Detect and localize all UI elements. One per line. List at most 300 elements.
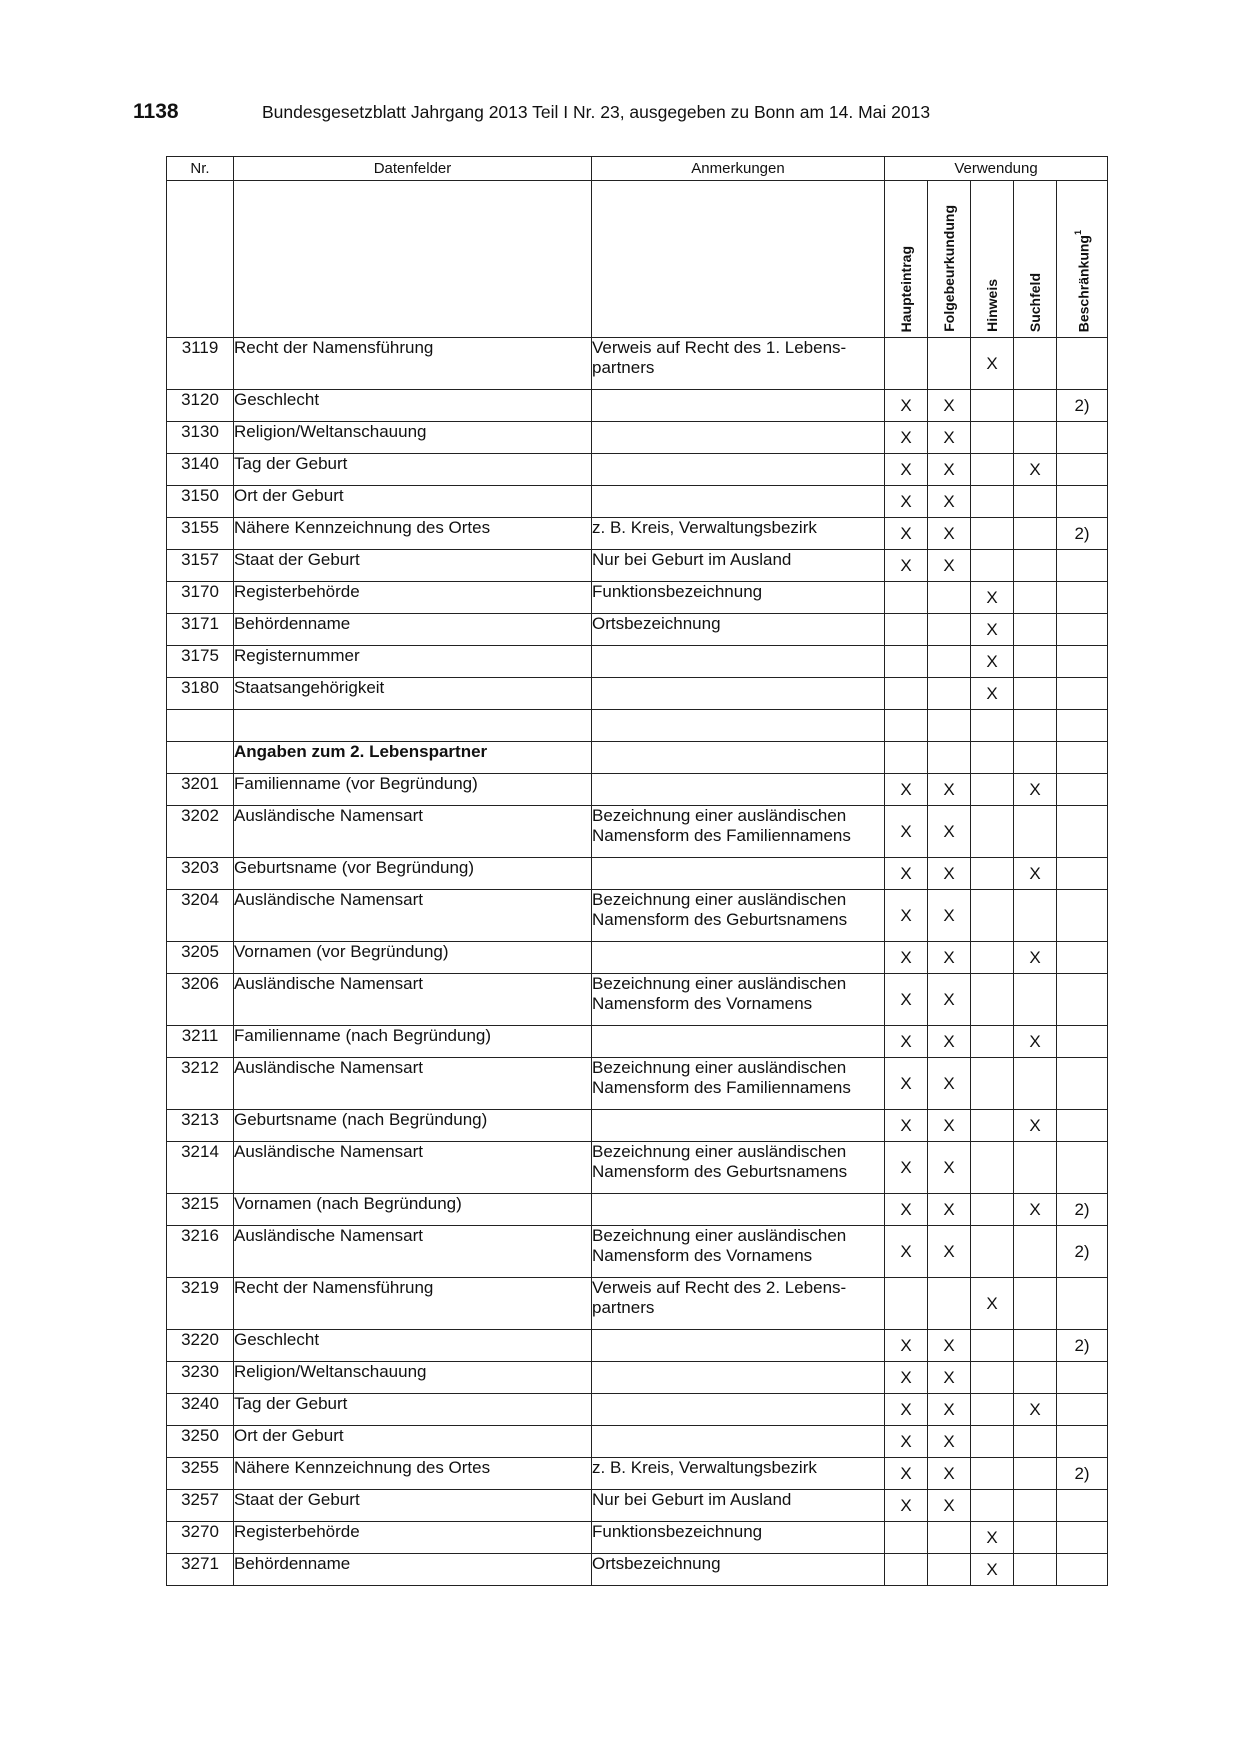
cell-folgebeurkundung — [928, 710, 971, 742]
header-row — [167, 157, 1108, 181]
cell-hinweis — [971, 1362, 1014, 1394]
cell-folgebeurkundung: X — [928, 1330, 971, 1362]
cell-anmerkung: Bezeichnung einer ausländischen Namensform des Vornamens — [592, 1226, 885, 1278]
table-row — [167, 646, 1108, 678]
subheader-haupteintrag-label: Haupteintrag — [898, 245, 914, 332]
cell-haupteintrag: X — [885, 1058, 928, 1110]
cell-beschraenkung — [1057, 1278, 1108, 1330]
cell-beschraenkung — [1057, 742, 1108, 774]
cell-suchfeld — [1014, 974, 1057, 1026]
cell-anmerkung: Ortsbezeichnung — [592, 614, 885, 646]
cell-hinweis: X — [971, 614, 1014, 646]
cell-hinweis — [971, 858, 1014, 890]
cell-anmerkung — [592, 1110, 885, 1142]
table-row — [167, 1426, 1108, 1458]
cell-anmerkung — [592, 858, 885, 890]
cell-haupteintrag: X — [885, 454, 928, 486]
cell-suchfeld: X — [1014, 1110, 1057, 1142]
cell-anmerkung: Funktionsbezeichnung — [592, 582, 885, 614]
cell-haupteintrag: X — [885, 486, 928, 518]
cell-folgebeurkundung: X — [928, 422, 971, 454]
cell-folgebeurkundung — [928, 742, 971, 774]
table-row — [167, 1026, 1108, 1058]
cell-anmerkung: Bezeichnung einer ausländischen Namensform des Geburtsnamens — [592, 1142, 885, 1194]
cell-nr: 3157 — [167, 550, 234, 582]
cell-nr: 3204 — [167, 890, 234, 942]
cell-folgebeurkundung: X — [928, 1362, 971, 1394]
cell-anmerkung — [592, 1426, 885, 1458]
cell-haupteintrag — [885, 646, 928, 678]
table-row — [167, 582, 1108, 614]
cell-nr: 3220 — [167, 1330, 234, 1362]
cell-haupteintrag: X — [885, 1194, 928, 1226]
cell-beschraenkung — [1057, 1490, 1108, 1522]
cell-haupteintrag: X — [885, 518, 928, 550]
cell-anmerkung — [592, 1362, 885, 1394]
cell-haupteintrag: X — [885, 1426, 928, 1458]
cell-datenfeld: Nähere Kennzeichnung des Ortes — [234, 518, 592, 550]
cell-beschraenkung — [1057, 942, 1108, 974]
cell-datenfeld: Staatsangehörigkeit — [234, 678, 592, 710]
cell-beschraenkung — [1057, 1110, 1108, 1142]
cell-suchfeld — [1014, 1362, 1057, 1394]
cell-nr: 3214 — [167, 1142, 234, 1194]
cell-datenfeld: Geburtsname (vor Begründung) — [234, 858, 592, 890]
cell-suchfeld — [1014, 678, 1057, 710]
cell-beschraenkung — [1057, 1142, 1108, 1194]
cell-nr: 3119 — [167, 338, 234, 390]
cell-nr: 3202 — [167, 806, 234, 858]
table-row — [167, 614, 1108, 646]
cell-nr: 3250 — [167, 1426, 234, 1458]
cell-haupteintrag: X — [885, 1490, 928, 1522]
cell-anmerkung — [592, 390, 885, 422]
cell-anmerkung — [592, 422, 885, 454]
cell-datenfeld: Ausländische Namensart — [234, 1058, 592, 1110]
table-row — [167, 742, 1108, 774]
cell-suchfeld — [1014, 422, 1057, 454]
cell-beschraenkung — [1057, 678, 1108, 710]
cell-datenfeld: Angaben zum 2. Lebenspartner — [234, 742, 592, 774]
cell-hinweis: X — [971, 582, 1014, 614]
cell-hinweis — [971, 1426, 1014, 1458]
cell-hinweis — [971, 1458, 1014, 1490]
cell-anmerkung — [592, 454, 885, 486]
cell-nr: 3170 — [167, 582, 234, 614]
cell-datenfeld: Ort der Geburt — [234, 1426, 592, 1458]
cell-folgebeurkundung: X — [928, 774, 971, 806]
cell-nr: 3212 — [167, 1058, 234, 1110]
cell-anmerkung — [592, 678, 885, 710]
cell-haupteintrag: X — [885, 422, 928, 454]
cell-datenfeld: Ort der Geburt — [234, 486, 592, 518]
cell-datenfeld: Geschlecht — [234, 1330, 592, 1362]
cell-datenfeld: Ausländische Namensart — [234, 890, 592, 942]
cell-folgebeurkundung: X — [928, 1426, 971, 1458]
cell-datenfeld: Registernummer — [234, 646, 592, 678]
cell-suchfeld — [1014, 806, 1057, 858]
cell-beschraenkung — [1057, 338, 1108, 390]
cell-folgebeurkundung: X — [928, 1458, 971, 1490]
cell-hinweis — [971, 710, 1014, 742]
cell-anmerkung: z. B. Kreis, Verwaltungsbezirk — [592, 1458, 885, 1490]
cell-folgebeurkundung — [928, 1278, 971, 1330]
cell-anmerkung: Bezeichnung einer ausländischen Namensform des Familiennamens — [592, 806, 885, 858]
cell-haupteintrag: X — [885, 858, 928, 890]
cell-datenfeld: Ausländische Namensart — [234, 974, 592, 1026]
table-row — [167, 1522, 1108, 1554]
cell-hinweis — [971, 1058, 1014, 1110]
cell-beschraenkung: 2) — [1057, 390, 1108, 422]
cell-datenfeld — [234, 710, 592, 742]
running-head: Bundesgesetzblatt Jahrgang 2013 Teil I Nr. 23, ausgegeben zu Bonn am 14. Mai 2013 — [262, 102, 931, 122]
cell-datenfeld: Ausländische Namensart — [234, 1142, 592, 1194]
cell-datenfeld: Tag der Geburt — [234, 1394, 592, 1426]
cell-folgebeurkundung: X — [928, 486, 971, 518]
cell-hinweis — [971, 1490, 1014, 1522]
cell-haupteintrag: X — [885, 974, 928, 1026]
cell-suchfeld — [1014, 550, 1057, 582]
subheader-suchfeld — [1014, 181, 1057, 338]
cell-folgebeurkundung: X — [928, 1058, 971, 1110]
cell-datenfeld: Registerbehörde — [234, 582, 592, 614]
cell-hinweis: X — [971, 1278, 1014, 1330]
table-row — [167, 1330, 1108, 1362]
table-row — [167, 1110, 1108, 1142]
cell-suchfeld — [1014, 890, 1057, 942]
cell-haupteintrag — [885, 1278, 928, 1330]
table-row — [167, 774, 1108, 806]
cell-suchfeld — [1014, 1490, 1057, 1522]
cell-hinweis — [971, 942, 1014, 974]
cell-hinweis — [971, 806, 1014, 858]
table-row — [167, 1278, 1108, 1330]
cell-hinweis — [971, 518, 1014, 550]
cell-datenfeld: Recht der Namensführung — [234, 1278, 592, 1330]
cell-beschraenkung — [1057, 1426, 1108, 1458]
cell-suchfeld — [1014, 1522, 1057, 1554]
cell-suchfeld — [1014, 1226, 1057, 1278]
cell-nr: 3171 — [167, 614, 234, 646]
register-table — [166, 156, 1108, 1586]
cell-suchfeld — [1014, 1458, 1057, 1490]
cell-suchfeld — [1014, 1058, 1057, 1110]
cell-datenfeld: Vornamen (vor Begründung) — [234, 942, 592, 974]
cell-hinweis — [971, 774, 1014, 806]
cell-beschraenkung — [1057, 1058, 1108, 1110]
cell-anmerkung: Bezeichnung einer ausländischen Namensform des Vornamens — [592, 974, 885, 1026]
cell-haupteintrag — [885, 742, 928, 774]
cell-folgebeurkundung: X — [928, 974, 971, 1026]
cell-anmerkung — [592, 942, 885, 974]
beschraenkung-text: Beschränkung — [1075, 234, 1092, 332]
cell-beschraenkung — [1057, 550, 1108, 582]
cell-datenfeld: Staat der Geburt — [234, 1490, 592, 1522]
cell-nr: 3201 — [167, 774, 234, 806]
cell-suchfeld: X — [1014, 858, 1057, 890]
subheader-folgebeurkundung-label: Folgebeurkundung — [941, 205, 957, 332]
cell-suchfeld — [1014, 486, 1057, 518]
cell-suchfeld — [1014, 1426, 1057, 1458]
cell-folgebeurkundung — [928, 338, 971, 390]
cell-suchfeld — [1014, 1554, 1057, 1586]
cell-beschraenkung — [1057, 1554, 1108, 1586]
cell-datenfeld: Registerbehörde — [234, 1522, 592, 1554]
table-row — [167, 1458, 1108, 1490]
cell-folgebeurkundung — [928, 1522, 971, 1554]
table-row — [167, 974, 1108, 1026]
cell-hinweis: X — [971, 338, 1014, 390]
cell-folgebeurkundung: X — [928, 1226, 971, 1278]
page-number: 1138 — [133, 100, 179, 123]
cell-hinweis: X — [971, 1522, 1014, 1554]
cell-suchfeld — [1014, 582, 1057, 614]
cell-anmerkung — [592, 1026, 885, 1058]
cell-nr: 3120 — [167, 390, 234, 422]
table-row — [167, 486, 1108, 518]
table-row — [167, 454, 1108, 486]
cell-anmerkung: Verweis auf Recht des 1. Lebens-partners — [592, 338, 885, 390]
cell-anmerkung: Verweis auf Recht des 2. Lebens-partners — [592, 1278, 885, 1330]
cell-folgebeurkundung: X — [928, 454, 971, 486]
cell-datenfeld: Familienname (vor Begründung) — [234, 774, 592, 806]
cell-datenfeld: Behördenname — [234, 1554, 592, 1586]
cell-hinweis: X — [971, 646, 1014, 678]
cell-anmerkung: z. B. Kreis, Verwaltungsbezirk — [592, 518, 885, 550]
cell-nr: 3240 — [167, 1394, 234, 1426]
cell-beschraenkung — [1057, 614, 1108, 646]
table-row — [167, 1362, 1108, 1394]
cell-folgebeurkundung — [928, 646, 971, 678]
cell-beschraenkung — [1057, 974, 1108, 1026]
cell-hinweis — [971, 454, 1014, 486]
cell-beschraenkung — [1057, 1394, 1108, 1426]
table-row — [167, 422, 1108, 454]
cell-anmerkung — [592, 486, 885, 518]
cell-haupteintrag — [885, 678, 928, 710]
subheader-hinweis-label: Hinweis — [984, 279, 1000, 332]
cell-beschraenkung — [1057, 486, 1108, 518]
cell-suchfeld: X — [1014, 1194, 1057, 1226]
table-row — [167, 1394, 1108, 1426]
cell-folgebeurkundung: X — [928, 1142, 971, 1194]
cell-haupteintrag: X — [885, 1110, 928, 1142]
table-body — [167, 338, 1108, 1586]
cell-nr: 3216 — [167, 1226, 234, 1278]
cell-suchfeld — [1014, 1278, 1057, 1330]
subheader-beschraenkung — [1057, 181, 1108, 338]
cell-beschraenkung: 2) — [1057, 518, 1108, 550]
cell-anmerkung: Nur bei Geburt im Ausland — [592, 1490, 885, 1522]
cell-beschraenkung — [1057, 1362, 1108, 1394]
cell-anmerkung — [592, 774, 885, 806]
cell-nr: 3130 — [167, 422, 234, 454]
cell-folgebeurkundung: X — [928, 858, 971, 890]
cell-nr: 3230 — [167, 1362, 234, 1394]
cell-nr: 3255 — [167, 1458, 234, 1490]
cell-anmerkung: Ortsbezeichnung — [592, 1554, 885, 1586]
cell-anmerkung: Bezeichnung einer ausländischen Namensform des Familiennamens — [592, 1058, 885, 1110]
cell-datenfeld: Geburtsname (nach Begründung) — [234, 1110, 592, 1142]
table-row — [167, 1554, 1108, 1586]
cell-beschraenkung: 2) — [1057, 1330, 1108, 1362]
cell-nr: 3150 — [167, 486, 234, 518]
table-row — [167, 858, 1108, 890]
cell-beschraenkung — [1057, 454, 1108, 486]
cell-suchfeld: X — [1014, 1026, 1057, 1058]
cell-haupteintrag: X — [885, 1362, 928, 1394]
cell-nr: 3271 — [167, 1554, 234, 1586]
cell-hinweis — [971, 1194, 1014, 1226]
cell-anmerkung — [592, 1330, 885, 1362]
cell-hinweis — [971, 742, 1014, 774]
cell-nr: 3180 — [167, 678, 234, 710]
cell-haupteintrag — [885, 1522, 928, 1554]
col-header-datenfelder: Datenfelder — [234, 157, 592, 181]
table-row — [167, 806, 1108, 858]
subheader-beschraenkung-label — [1073, 226, 1092, 332]
table-row — [167, 390, 1108, 422]
cell-haupteintrag — [885, 338, 928, 390]
table-row — [167, 710, 1108, 742]
cell-haupteintrag: X — [885, 806, 928, 858]
col-header-nr: Nr. — [167, 157, 234, 181]
cell-anmerkung — [592, 1394, 885, 1426]
cell-folgebeurkundung: X — [928, 806, 971, 858]
table-row — [167, 890, 1108, 942]
cell-hinweis — [971, 1026, 1014, 1058]
cell-beschraenkung — [1057, 422, 1108, 454]
subheader-suchfeld-label: Suchfeld — [1027, 272, 1043, 332]
cell-folgebeurkundung — [928, 1554, 971, 1586]
cell-nr: 3140 — [167, 454, 234, 486]
cell-suchfeld — [1014, 338, 1057, 390]
cell-anmerkung — [592, 646, 885, 678]
cell-beschraenkung: 2) — [1057, 1458, 1108, 1490]
cell-hinweis — [971, 1330, 1014, 1362]
subheader-empty-anmerkungen — [592, 181, 885, 338]
table-row — [167, 1226, 1108, 1278]
cell-suchfeld — [1014, 742, 1057, 774]
cell-haupteintrag — [885, 1554, 928, 1586]
cell-suchfeld — [1014, 1330, 1057, 1362]
cell-nr: 3211 — [167, 1026, 234, 1058]
cell-beschraenkung — [1057, 1026, 1108, 1058]
cell-haupteintrag: X — [885, 390, 928, 422]
cell-hinweis — [971, 486, 1014, 518]
cell-nr: 3257 — [167, 1490, 234, 1522]
cell-folgebeurkundung: X — [928, 1194, 971, 1226]
cell-haupteintrag: X — [885, 942, 928, 974]
cell-hinweis — [971, 1226, 1014, 1278]
cell-nr: 3213 — [167, 1110, 234, 1142]
cell-beschraenkung — [1057, 710, 1108, 742]
cell-haupteintrag: X — [885, 1458, 928, 1490]
cell-haupteintrag: X — [885, 890, 928, 942]
cell-haupteintrag — [885, 614, 928, 646]
cell-datenfeld: Staat der Geburt — [234, 550, 592, 582]
cell-suchfeld — [1014, 646, 1057, 678]
col-header-verwendung: Verwendung — [885, 157, 1108, 181]
cell-folgebeurkundung: X — [928, 390, 971, 422]
subheader-empty-nr — [167, 181, 234, 338]
cell-folgebeurkundung: X — [928, 1110, 971, 1142]
cell-folgebeurkundung: X — [928, 890, 971, 942]
cell-folgebeurkundung: X — [928, 518, 971, 550]
cell-beschraenkung — [1057, 1522, 1108, 1554]
cell-nr: 3215 — [167, 1194, 234, 1226]
table-row — [167, 678, 1108, 710]
cell-beschraenkung — [1057, 890, 1108, 942]
table-row — [167, 1142, 1108, 1194]
cell-nr: 3155 — [167, 518, 234, 550]
cell-haupteintrag: X — [885, 1026, 928, 1058]
cell-anmerkung — [592, 710, 885, 742]
cell-datenfeld: Recht der Namensführung — [234, 338, 592, 390]
cell-suchfeld — [1014, 1142, 1057, 1194]
cell-folgebeurkundung — [928, 614, 971, 646]
cell-datenfeld: Behördenname — [234, 614, 592, 646]
cell-nr: 3205 — [167, 942, 234, 974]
cell-anmerkung — [592, 1194, 885, 1226]
cell-hinweis — [971, 1394, 1014, 1426]
cell-beschraenkung — [1057, 858, 1108, 890]
table-row — [167, 1194, 1108, 1226]
cell-suchfeld — [1014, 518, 1057, 550]
cell-haupteintrag — [885, 710, 928, 742]
cell-hinweis — [971, 550, 1014, 582]
subheader-hinweis — [971, 181, 1014, 338]
table-row — [167, 942, 1108, 974]
cell-datenfeld: Familienname (nach Begründung) — [234, 1026, 592, 1058]
cell-hinweis — [971, 890, 1014, 942]
cell-datenfeld: Ausländische Namensart — [234, 1226, 592, 1278]
table-row — [167, 1058, 1108, 1110]
cell-beschraenkung: 2) — [1057, 1226, 1108, 1278]
cell-beschraenkung — [1057, 774, 1108, 806]
cell-suchfeld: X — [1014, 774, 1057, 806]
cell-hinweis — [971, 1142, 1014, 1194]
cell-suchfeld: X — [1014, 942, 1057, 974]
cell-folgebeurkundung — [928, 678, 971, 710]
table-row — [167, 1490, 1108, 1522]
cell-anmerkung: Nur bei Geburt im Ausland — [592, 550, 885, 582]
cell-nr — [167, 710, 234, 742]
table-row — [167, 338, 1108, 390]
subheader-folgebeurkundung — [928, 181, 971, 338]
cell-hinweis — [971, 974, 1014, 1026]
cell-nr: 3203 — [167, 858, 234, 890]
col-header-anmerkungen: Anmerkungen — [592, 157, 885, 181]
cell-haupteintrag: X — [885, 1226, 928, 1278]
cell-beschraenkung — [1057, 582, 1108, 614]
cell-nr: 3206 — [167, 974, 234, 1026]
subheader-haupteintrag — [885, 181, 928, 338]
table-row — [167, 550, 1108, 582]
cell-folgebeurkundung: X — [928, 1026, 971, 1058]
cell-folgebeurkundung: X — [928, 1490, 971, 1522]
cell-datenfeld: Geschlecht — [234, 390, 592, 422]
cell-datenfeld: Ausländische Namensart — [234, 806, 592, 858]
cell-folgebeurkundung: X — [928, 550, 971, 582]
cell-haupteintrag: X — [885, 1330, 928, 1362]
table-row — [167, 518, 1108, 550]
cell-haupteintrag: X — [885, 1142, 928, 1194]
cell-haupteintrag: X — [885, 774, 928, 806]
cell-suchfeld — [1014, 710, 1057, 742]
cell-suchfeld — [1014, 390, 1057, 422]
cell-beschraenkung — [1057, 806, 1108, 858]
